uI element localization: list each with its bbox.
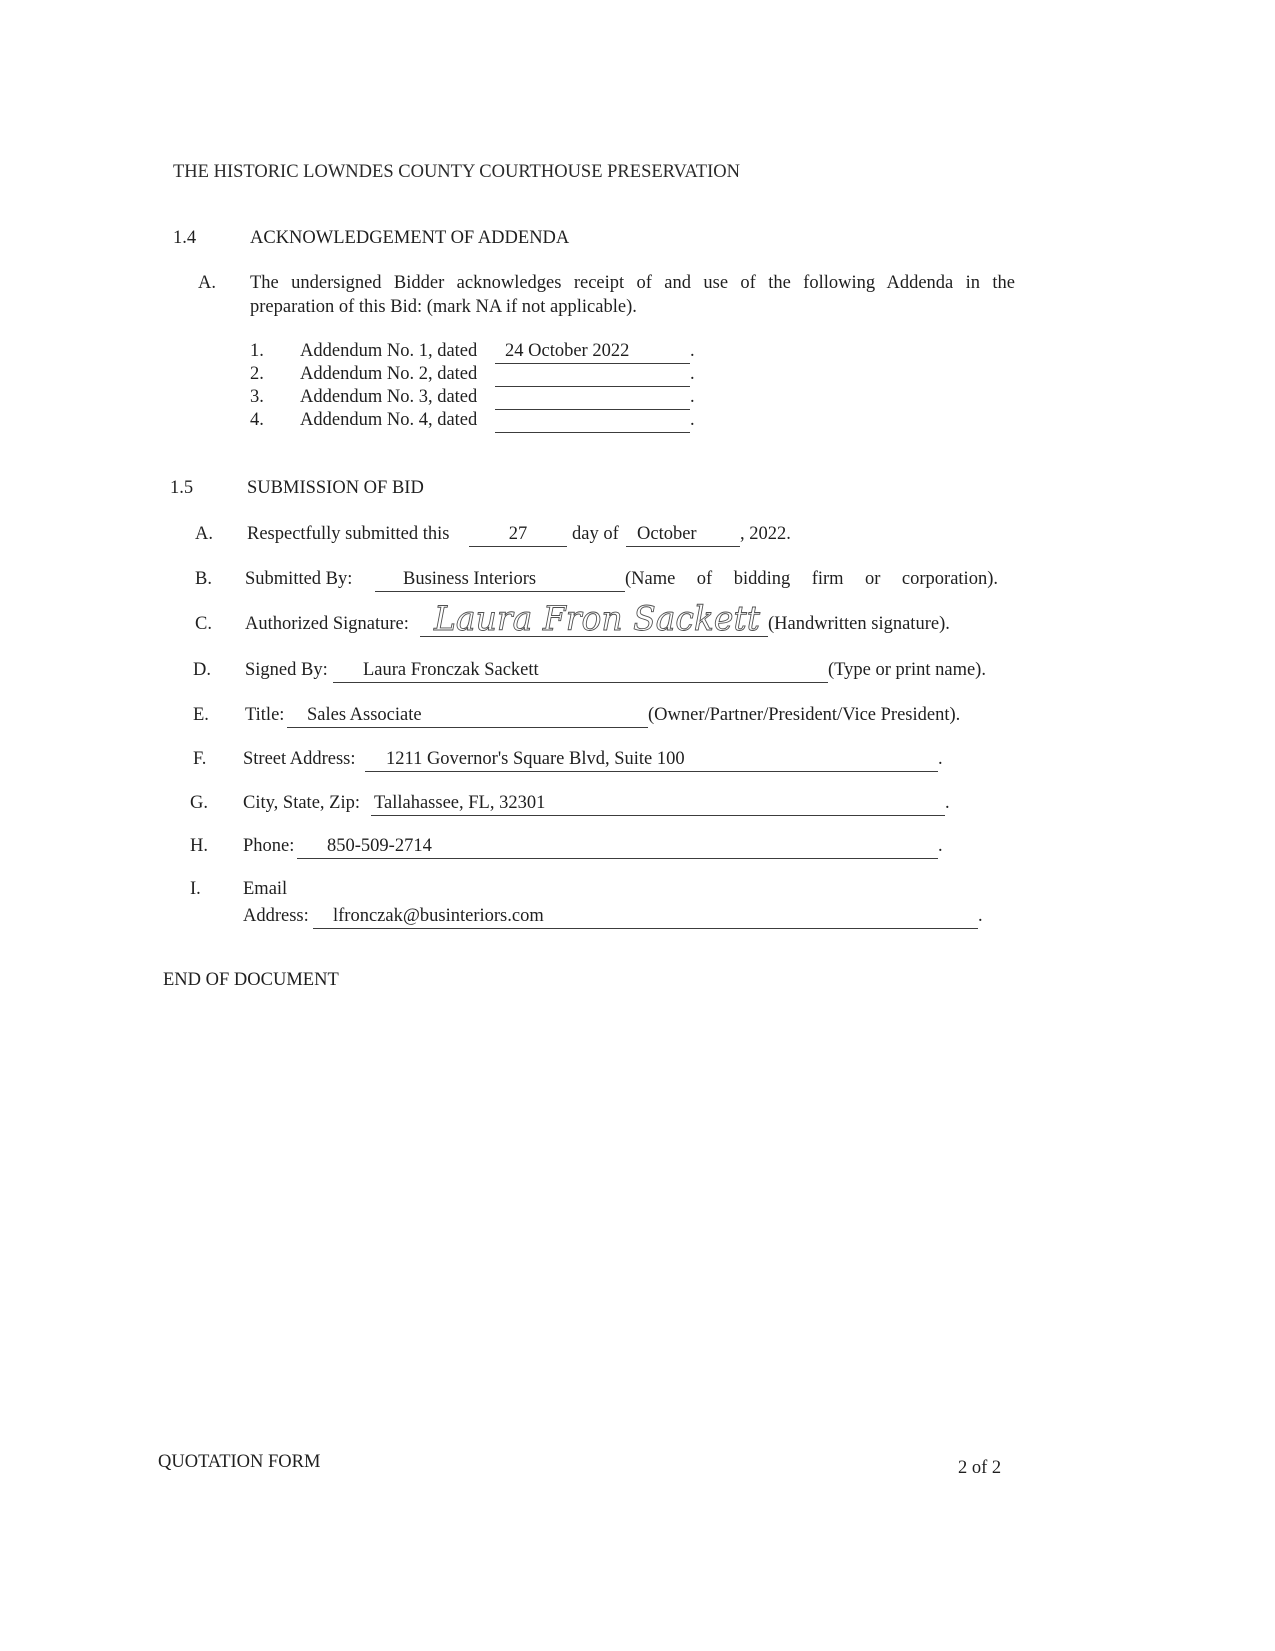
authorized-signature-row	[245, 599, 950, 639]
item-letter-h: H.	[190, 836, 208, 856]
title-note: (Owner/Partner/President/Vice President).	[648, 705, 961, 725]
addendum-period: .	[690, 387, 695, 407]
signed-by-value: Laura Fronczak Sackett	[363, 660, 539, 680]
addenda-instruction-line-2: preparation of this Bid: (mark NA if not applicable).	[250, 297, 637, 317]
submission-date-prefix: Respectfully submitted this	[247, 524, 450, 544]
phone-field	[297, 834, 938, 859]
submission-year: , 2022.	[740, 524, 791, 544]
title-field	[287, 703, 648, 728]
city-state-zip-row	[243, 791, 950, 815]
addendum-period: .	[690, 341, 695, 361]
city-state-zip-value: Tallahassee, FL, 32301	[374, 793, 546, 813]
addendum-date-field	[495, 339, 690, 364]
submission-date-row	[247, 522, 791, 546]
addendum-label: Addendum No. 3, dated	[300, 387, 478, 407]
city-state-zip-field	[371, 791, 945, 816]
signed-by-field	[333, 658, 828, 683]
item-letter-i: I.	[190, 879, 201, 899]
document-title: THE HISTORIC LOWNDES COUNTY COURTHOUSE PRESERVATION	[173, 162, 740, 182]
addendum-period: .	[690, 364, 695, 384]
authorized-signature-label: Authorized Signature:	[245, 614, 409, 634]
submission-day-of-label: day of	[572, 524, 619, 544]
addendum-date-field	[495, 362, 690, 387]
footer-form-name: QUOTATION FORM	[158, 1452, 321, 1472]
submission-day-field	[469, 522, 567, 547]
item-letter-f: F.	[193, 749, 207, 769]
street-address-field	[365, 747, 938, 772]
street-address-row	[243, 747, 943, 771]
addendum-period: .	[690, 410, 695, 430]
submission-day-value: 27	[508, 524, 528, 544]
item-letter-c: C.	[195, 614, 212, 634]
city-state-zip-label: City, State, Zip:	[243, 793, 360, 813]
addendum-date-value: 24 October 2022	[505, 341, 630, 361]
street-address-label: Street Address:	[243, 749, 356, 769]
addendum-date-field	[495, 385, 690, 410]
email-period: .	[978, 906, 983, 926]
handwritten-signature	[432, 592, 768, 640]
section-heading-acknowledgement: ACKNOWLEDGEMENT OF ADDENDA	[250, 228, 570, 248]
submitted-by-row	[245, 567, 998, 591]
title-value: Sales Associate	[307, 705, 422, 725]
addendum-row	[300, 362, 695, 386]
phone-label: Phone:	[243, 836, 295, 856]
page-number: 2 of 2	[958, 1458, 1002, 1478]
authorized-signature-field	[420, 599, 768, 639]
email-label-line-1: Email	[243, 879, 288, 899]
title-label: Title:	[245, 705, 285, 725]
item-letter-g: G.	[190, 793, 208, 813]
submitted-by-note: (Name of bidding firm or corporation).	[625, 569, 998, 589]
addendum-label: Addendum No. 1, dated	[300, 341, 478, 361]
email-field	[313, 904, 978, 929]
street-address-value: 1211 Governor's Square Blvd, Suite 100	[386, 749, 685, 769]
signed-by-row	[245, 658, 986, 682]
submitted-by-field	[375, 567, 625, 592]
item-letter-a: A.	[195, 524, 213, 544]
addendum-row	[300, 385, 695, 409]
title-row	[245, 703, 960, 727]
addendum-row	[300, 408, 695, 432]
signed-by-label: Signed By:	[245, 660, 328, 680]
section-number-1-5: 1.5	[170, 478, 194, 498]
submitted-by-label: Submitted By:	[245, 569, 353, 589]
addendum-row	[300, 339, 695, 363]
city-state-zip-period: .	[945, 793, 950, 813]
addendum-date-field	[495, 408, 690, 433]
addendum-number: 4.	[250, 410, 264, 430]
submitted-by-value: Business Interiors	[403, 569, 537, 589]
authorized-signature-note: (Handwritten signature).	[768, 614, 950, 634]
addendum-label: Addendum No. 2, dated	[300, 364, 478, 384]
signature-lettering: Laura Fron Sackett	[433, 599, 761, 639]
end-of-document: END OF DOCUMENT	[163, 970, 339, 990]
addendum-number: 3.	[250, 387, 264, 407]
email-row	[243, 904, 983, 928]
phone-period: .	[938, 836, 943, 856]
section-heading-submission: SUBMISSION OF BID	[247, 478, 424, 498]
section-number-1-4: 1.4	[173, 228, 197, 248]
signed-by-note: (Type or print name).	[828, 660, 986, 680]
email-address-label: Address:	[243, 906, 309, 926]
item-letter-b: B.	[195, 569, 212, 589]
addendum-number: 2.	[250, 364, 264, 384]
street-address-period: .	[938, 749, 943, 769]
phone-value: 850-509-2714	[327, 836, 432, 856]
addenda-instruction-line-1: The undersigned Bidder acknowledges receipt of and use of the following Addenda in the	[250, 273, 1015, 293]
submission-month-value: October	[637, 524, 697, 544]
email-value: lfronczak@businteriors.com	[333, 906, 544, 926]
phone-row	[243, 834, 943, 858]
item-letter-d: D.	[193, 660, 211, 680]
submission-month-field	[626, 522, 740, 547]
item-letter-e: E.	[193, 705, 209, 725]
addendum-label: Addendum No. 4, dated	[300, 410, 478, 430]
addendum-number: 1.	[250, 341, 264, 361]
item-letter-a: A.	[198, 273, 216, 293]
